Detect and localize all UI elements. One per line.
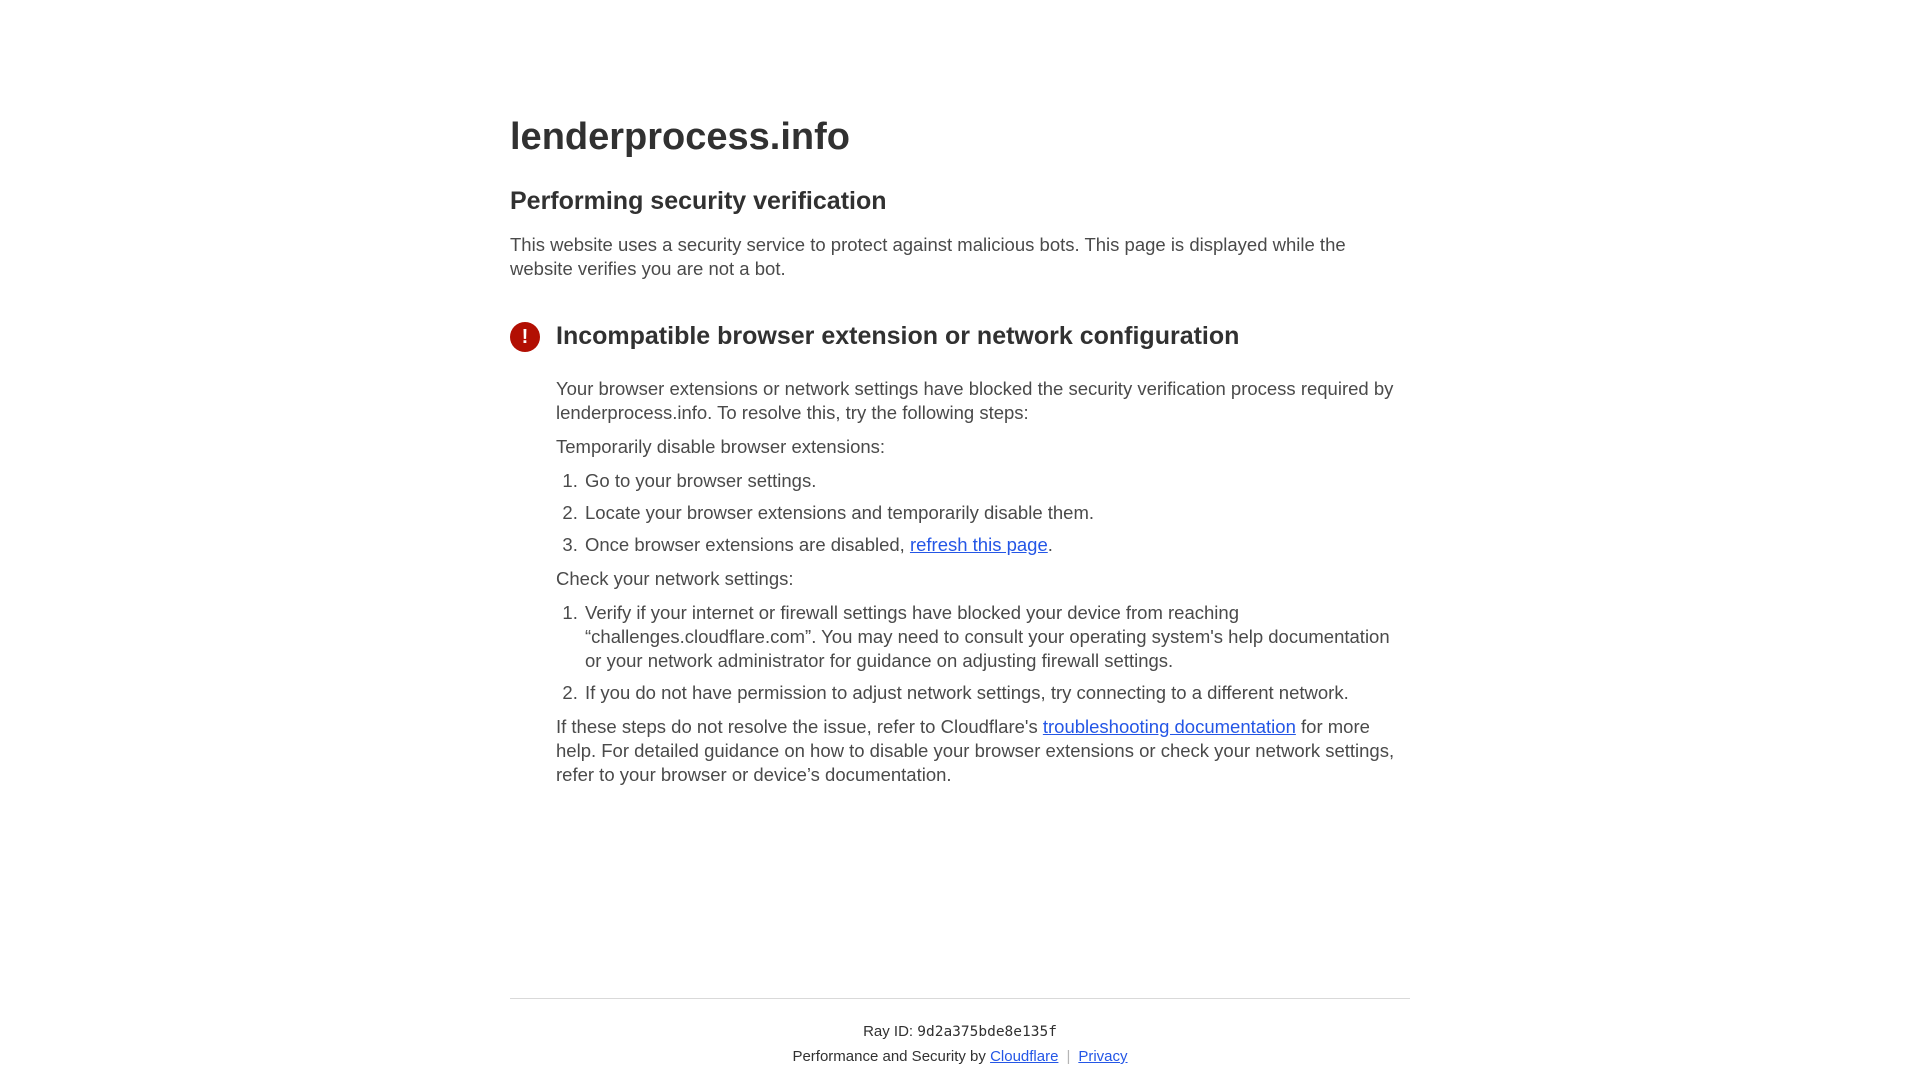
verification-subtitle: Performing security verification (510, 186, 887, 215)
closing-text: If these steps do not resolve the issue, refer to Cloudflare's (556, 715, 1043, 737)
list-item: 2. If you do not have permission to adjust network settings, try connecting to a different network. (583, 681, 1410, 705)
network-steps-list (556, 601, 1410, 705)
ray-id-label: Ray ID: (863, 1023, 914, 1040)
list-item (583, 533, 1410, 557)
error-section-title: Incompatible browser extension or network configuration (556, 321, 1240, 350)
footer-divider (510, 998, 1410, 999)
list-item: 1. Verify if your internet or firewall settings have blocked your device from reaching “challenges.cloudflare.com”. You may need to consult your operating system's help documentation or your network administrator for guidance on adjusting firewall settings. (583, 601, 1410, 673)
alert-exclamation-icon: ! (510, 322, 540, 352)
error-section-body (556, 321, 1410, 797)
ray-id-line (510, 1022, 1410, 1042)
step-text: . (1047, 533, 1053, 555)
closing-text: for more help. For detailed guidance on how to disable your browser extensions or check your network settings, refer to your browser or device’s documentation. (556, 715, 1395, 785)
network-steps-heading: Check your network settings: (556, 567, 794, 589)
list-item: 1. Go to your browser settings. (583, 469, 1410, 493)
extensions-steps-heading: Temporarily disable browser extensions: (556, 435, 886, 457)
page-title: lenderprocess.info (510, 116, 850, 158)
verification-intro-text: This website uses a security service to protect against malicious bots. This page is displayed while the website verifies you are not a bot. (510, 233, 1346, 279)
main-content (510, 0, 1410, 998)
footer-separator: | (1066, 1048, 1071, 1065)
privacy-link[interactable]: Privacy (1078, 1048, 1128, 1065)
ray-id-value: 9d2a375bde8e135f (917, 1024, 1057, 1040)
error-section (510, 321, 1410, 797)
performance-text: Performance and Security by (792, 1048, 986, 1065)
step-text: Once browser extensions are disabled, (585, 533, 910, 555)
list-item: 2. Locate your browser extensions and temporarily disable them. (583, 501, 1410, 525)
troubleshooting-documentation-link[interactable]: troubleshooting documentation (1042, 715, 1296, 737)
page-footer (510, 998, 1410, 1080)
closing-paragraph (556, 715, 1410, 787)
cloudflare-link[interactable]: Cloudflare (990, 1048, 1059, 1065)
refresh-page-link[interactable]: refresh this page (909, 533, 1048, 555)
error-description: Your browser extensions or network settings have blocked the security verification process required by lenderprocess.info. To resolve this, try the following steps: (556, 377, 1394, 423)
performance-line (510, 1047, 1410, 1066)
extension-steps-list (556, 469, 1410, 557)
